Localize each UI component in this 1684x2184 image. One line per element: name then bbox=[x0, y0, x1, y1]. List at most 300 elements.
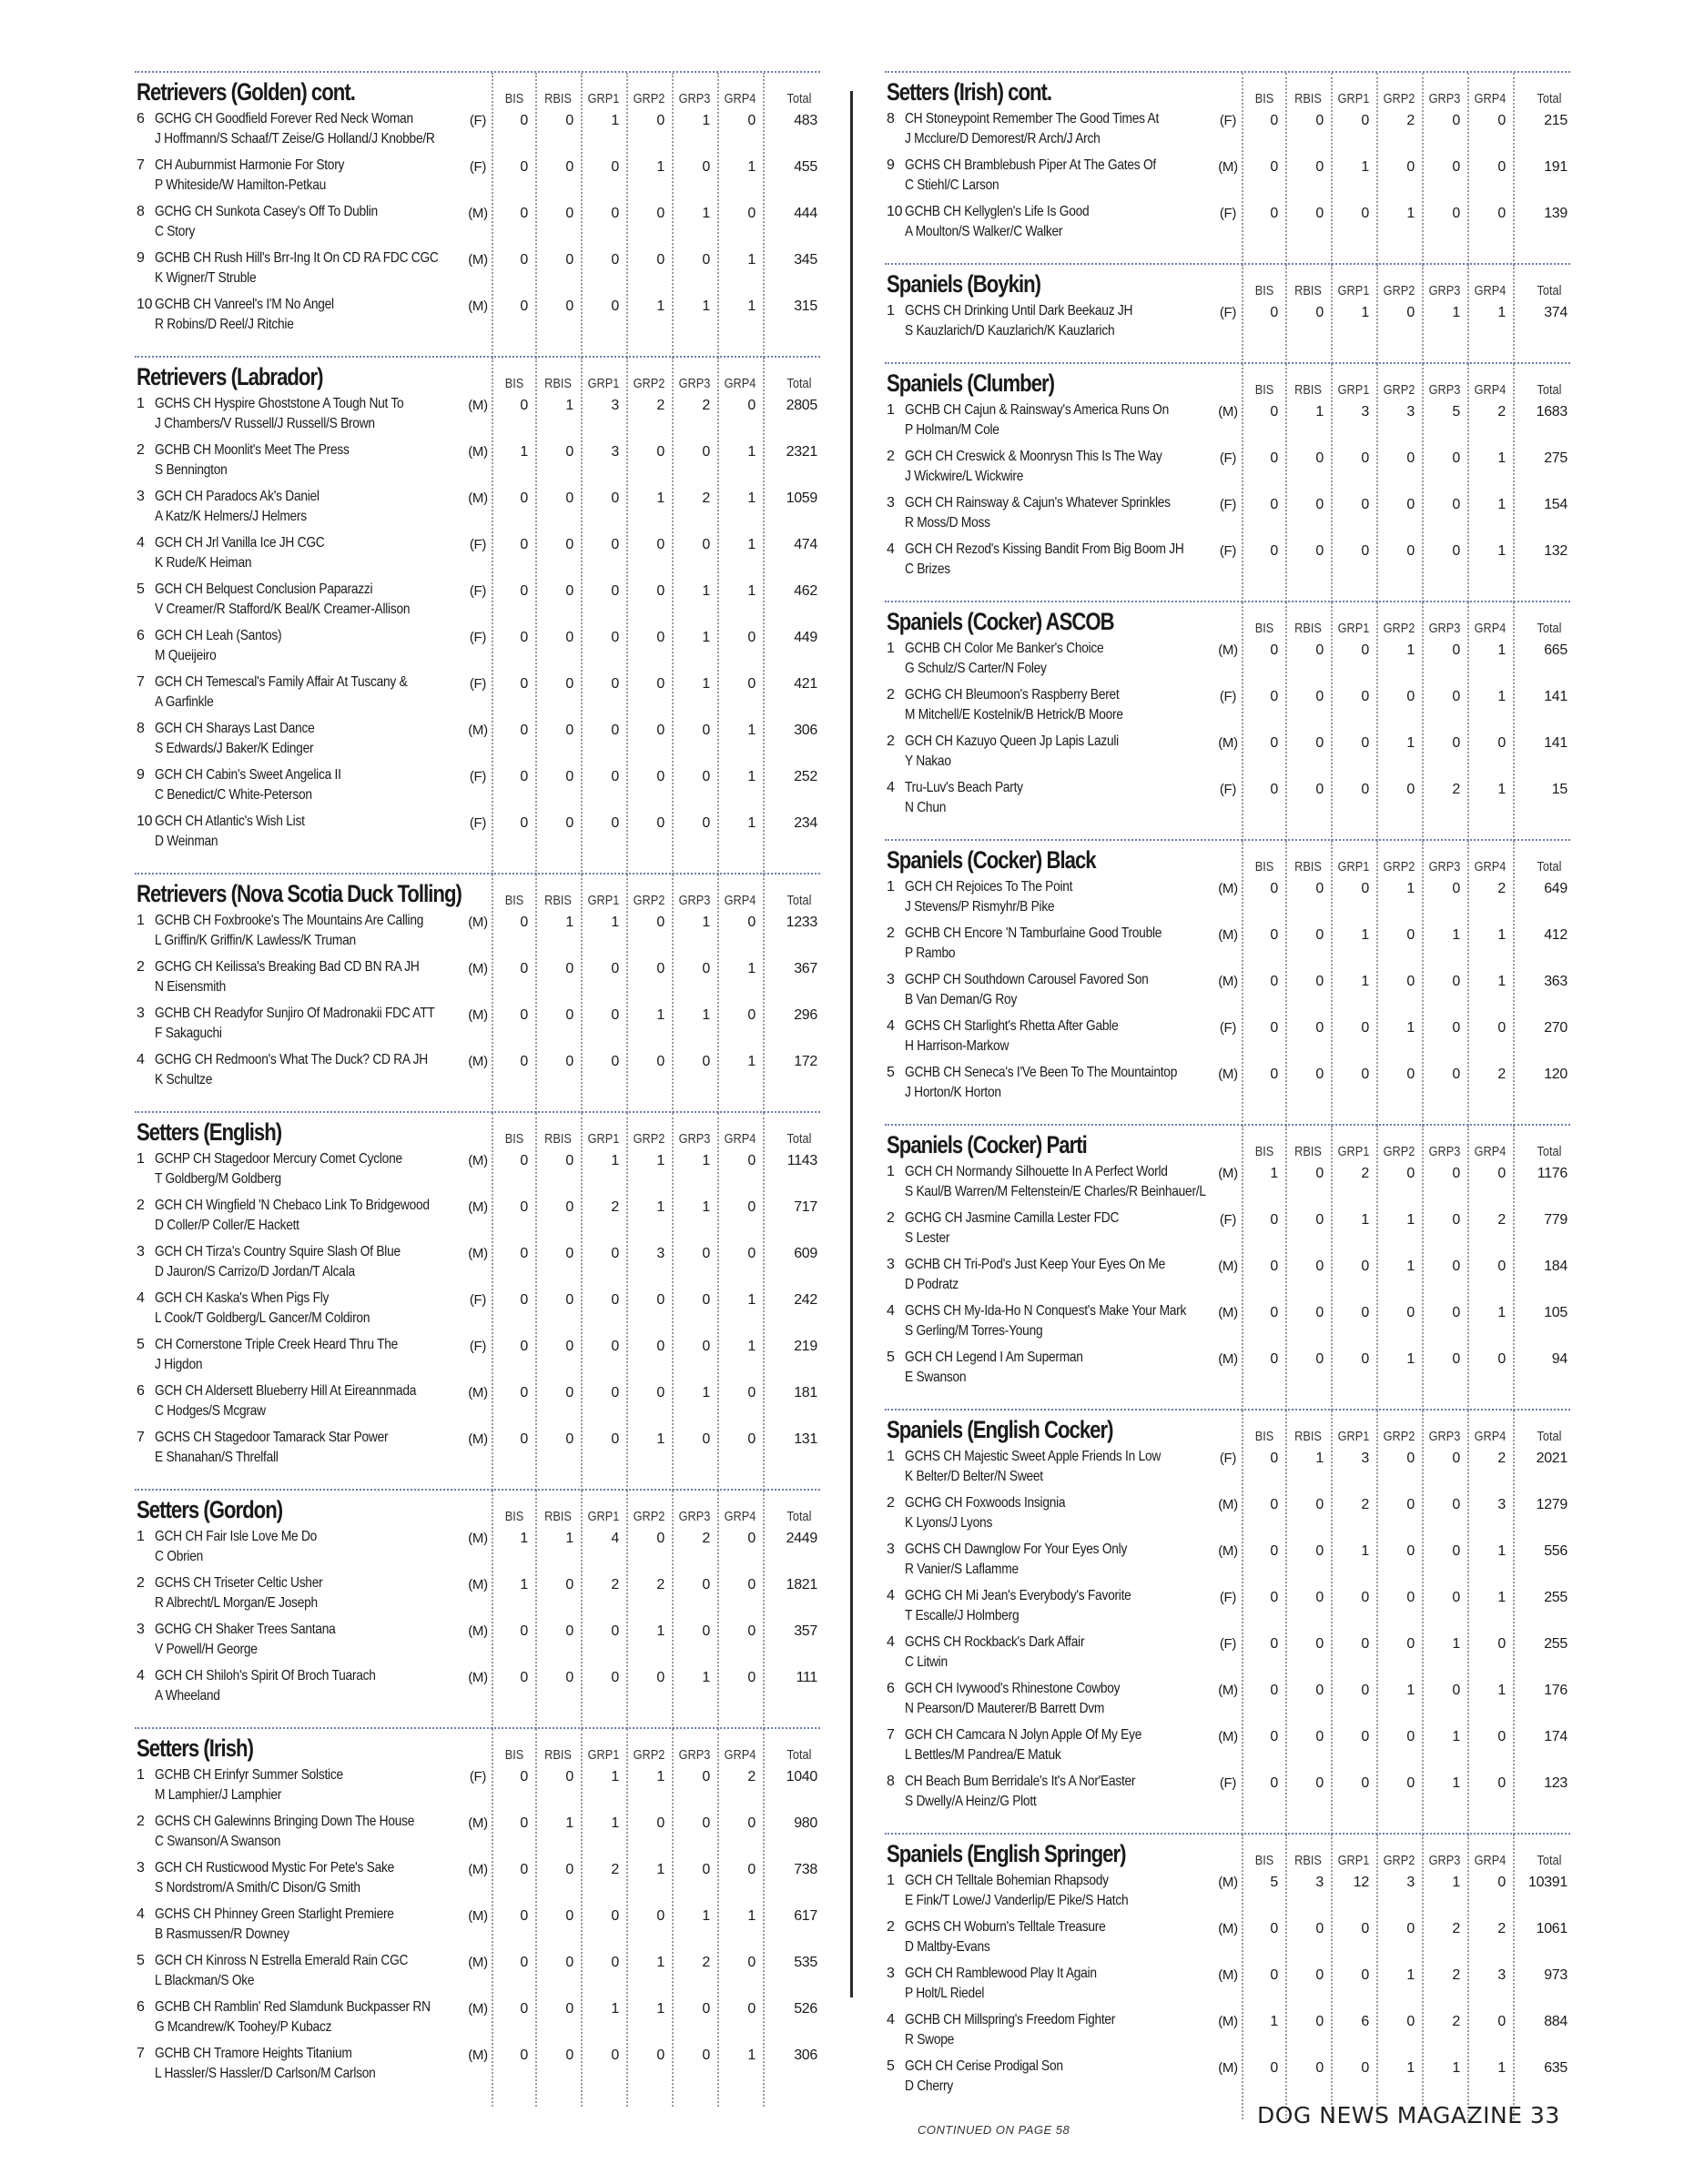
dotted-column-rule bbox=[581, 73, 583, 358]
stat-grp3: 1 bbox=[702, 298, 710, 314]
column-header-grp1: GRP1 bbox=[1337, 1853, 1370, 1868]
column-header-grp3: GRP3 bbox=[1428, 1429, 1461, 1444]
stat-grp4: 0 bbox=[747, 1153, 756, 1168]
stat-grp1: 1 bbox=[1361, 1212, 1369, 1228]
stat-total: 363 bbox=[1544, 974, 1567, 989]
stat-bis: 0 bbox=[520, 630, 528, 645]
handler-names: G Schulz/S Carter/N Foley bbox=[905, 661, 1047, 676]
stat-grp4: 0 bbox=[1497, 1020, 1506, 1036]
stat-grp3: 0 bbox=[702, 1054, 710, 1069]
handler-names: A Wheeland bbox=[155, 1688, 220, 1704]
dotted-column-rule bbox=[1422, 602, 1424, 841]
column-header-grp1: GRP1 bbox=[1337, 1429, 1370, 1444]
stat-grp4: 2 bbox=[1497, 1451, 1506, 1466]
stat-bis: 0 bbox=[520, 2001, 528, 2017]
rank-number: 3 bbox=[887, 1542, 895, 1557]
stat-grp4: 0 bbox=[1497, 735, 1506, 751]
handler-names: J Hoffmann/S Schaaf/T Zeise/G Holland/J Knobbe/R bbox=[155, 131, 435, 147]
stat-rbis: 0 bbox=[565, 723, 573, 738]
sex-label: (M) bbox=[1218, 404, 1238, 420]
dog-name: GCH CH Cerise Prodigal Son bbox=[905, 2058, 1063, 2074]
sex-label: (M) bbox=[468, 1246, 488, 1261]
stat-total: 181 bbox=[794, 1385, 817, 1400]
column-header-grp2: GRP2 bbox=[633, 91, 665, 106]
stat-grp1: 0 bbox=[611, 1623, 619, 1639]
column-header-grp1: GRP1 bbox=[587, 376, 620, 391]
stat-total: 275 bbox=[1544, 450, 1567, 466]
stat-grp1: 1 bbox=[611, 1769, 619, 1785]
column-header-grp2: GRP2 bbox=[1383, 91, 1415, 106]
dog-name: GCHB CH Moonlit's Meet The Press bbox=[155, 442, 350, 458]
stat-grp4: 1 bbox=[1497, 1590, 1506, 1605]
section-title: Spaniels (English Springer) bbox=[887, 1840, 1126, 1867]
dog-name: GCHS CH Triseter Celtic Usher bbox=[155, 1575, 323, 1591]
stat-bis: 0 bbox=[520, 298, 528, 314]
column-header-grp3: GRP3 bbox=[678, 91, 711, 106]
stat-total: 2805 bbox=[786, 398, 817, 413]
rank-number: 2 bbox=[887, 1919, 895, 1935]
rank-number: 7 bbox=[137, 2046, 145, 2061]
stat-grp1: 0 bbox=[611, 1431, 619, 1447]
stat-total: 1176 bbox=[1537, 1166, 1567, 1181]
dotted-column-rule bbox=[1513, 73, 1515, 265]
stat-grp2: 1 bbox=[656, 1623, 664, 1639]
stat-grp2: 1 bbox=[1406, 642, 1415, 658]
handler-names: J Mcclure/D Demorest/R Arch/J Arch bbox=[905, 131, 1101, 147]
dog-name: GCH CH Leah (Santos) bbox=[155, 628, 282, 643]
rank-number: 4 bbox=[887, 2012, 895, 2027]
stat-bis: 0 bbox=[520, 583, 528, 599]
handler-names: P Whiteside/W Hamilton-Petkau bbox=[155, 177, 327, 193]
dotted-column-rule bbox=[1376, 1410, 1378, 1835]
dotted-column-rule bbox=[672, 1491, 674, 1729]
stat-bis: 1 bbox=[520, 444, 528, 460]
stat-grp3: 0 bbox=[1452, 881, 1460, 896]
column-header-total: Total bbox=[1537, 621, 1562, 636]
rank-number: 2 bbox=[137, 1575, 145, 1591]
dog-name: GCHB CH Tramore Heights Titanium bbox=[155, 2046, 352, 2061]
rank-number: 6 bbox=[137, 628, 145, 643]
dotted-column-rule bbox=[717, 1113, 719, 1491]
stat-total: 738 bbox=[794, 1862, 817, 1877]
dog-name: GCHG CH Goodfield Forever Red Neck Woman bbox=[155, 111, 413, 126]
rank-number: 9 bbox=[137, 250, 145, 266]
stat-total: 154 bbox=[1544, 497, 1567, 512]
column-header-rbis: RBIS bbox=[1294, 1853, 1322, 1868]
stat-grp2: 3 bbox=[1406, 1875, 1415, 1890]
stat-rbis: 0 bbox=[565, 1862, 573, 1877]
stat-rbis: 1 bbox=[565, 398, 573, 413]
column-header-grp4: GRP4 bbox=[724, 91, 756, 106]
stat-grp3: 0 bbox=[1452, 206, 1460, 221]
rank-number: 2 bbox=[887, 733, 895, 749]
stat-bis: 0 bbox=[1270, 1305, 1278, 1320]
handler-names: C Swanson/A Swanson bbox=[155, 1834, 281, 1849]
sex-label: (M) bbox=[1218, 881, 1238, 896]
dotted-column-rule bbox=[1285, 1410, 1287, 1835]
dotted-column-rule bbox=[1285, 265, 1287, 364]
stat-rbis: 0 bbox=[1315, 1729, 1324, 1744]
stat-grp1: 0 bbox=[611, 252, 619, 268]
stat-grp2: 0 bbox=[656, 1385, 664, 1400]
handler-names: K Lyons/J Lyons bbox=[905, 1515, 993, 1531]
dotted-column-rule bbox=[535, 1113, 537, 1491]
stat-grp3: 1 bbox=[1452, 1775, 1460, 1791]
section-title: Spaniels (Cocker) Parti bbox=[887, 1131, 1087, 1158]
column-header-grp1: GRP1 bbox=[1337, 1144, 1370, 1159]
stat-grp2: 3 bbox=[656, 1246, 664, 1261]
dog-name: GCHS CH Majestic Sweet Apple Friends In Low bbox=[905, 1449, 1162, 1464]
stat-total: 345 bbox=[794, 252, 817, 268]
stat-rbis: 0 bbox=[1315, 735, 1324, 751]
stat-grp2: 0 bbox=[656, 1908, 664, 1924]
sex-label: (M) bbox=[468, 444, 488, 460]
rank-number: 6 bbox=[887, 1681, 895, 1696]
dotted-column-rule bbox=[1331, 265, 1333, 364]
stat-grp1: 0 bbox=[611, 1292, 619, 1308]
sex-label: (M) bbox=[468, 1815, 488, 1831]
dog-name: GCH CH Kinross N Estrella Emerald Rain CGC bbox=[155, 1953, 409, 1968]
stat-grp1: 0 bbox=[1361, 1967, 1369, 1983]
stat-grp3: 1 bbox=[702, 676, 710, 692]
stat-grp3: 0 bbox=[702, 1292, 710, 1308]
column-header-grp1: GRP1 bbox=[1337, 859, 1370, 875]
stat-rbis: 0 bbox=[565, 206, 573, 221]
dotted-column-rule bbox=[1513, 1835, 1515, 2119]
sex-label: (F) bbox=[469, 113, 487, 128]
sex-label: (F) bbox=[469, 159, 487, 175]
column-header-bis: BIS bbox=[504, 91, 524, 106]
stat-total: 367 bbox=[794, 961, 817, 976]
rank-number: 10 bbox=[887, 204, 903, 219]
column-header-bis: BIS bbox=[1254, 859, 1274, 875]
stat-total: 717 bbox=[794, 1199, 817, 1215]
column-divider bbox=[850, 91, 853, 1997]
stat-bis: 0 bbox=[1270, 1212, 1278, 1228]
column-header-grp3: GRP3 bbox=[678, 1509, 711, 1524]
dotted-column-rule bbox=[1242, 602, 1243, 841]
column-header-grp4: GRP4 bbox=[724, 893, 756, 908]
stat-rbis: 0 bbox=[1315, 974, 1324, 989]
stat-grp4: 1 bbox=[747, 490, 756, 506]
stat-bis: 0 bbox=[520, 537, 528, 552]
stat-grp1: 0 bbox=[611, 769, 619, 784]
stat-total: 184 bbox=[1544, 1259, 1567, 1274]
column-header-rbis: RBIS bbox=[544, 1747, 572, 1763]
stat-grp4: 0 bbox=[1497, 1775, 1506, 1791]
dotted-column-rule bbox=[1285, 602, 1287, 841]
stat-bis: 0 bbox=[1270, 1967, 1278, 1983]
handler-names: A Garfinkle bbox=[155, 694, 214, 710]
sex-label: (M) bbox=[468, 961, 488, 976]
handler-names: C Story bbox=[155, 224, 196, 239]
stat-grp3: 1 bbox=[702, 630, 710, 645]
dog-name: GCH CH Ivywood's Rhinestone Cowboy bbox=[905, 1681, 1121, 1696]
stat-grp4: 1 bbox=[1497, 642, 1506, 658]
handler-names: S Kaul/B Warren/M Feltenstein/E Charles/R Beinhauer/L bbox=[905, 1184, 1206, 1199]
stat-grp2: 1 bbox=[1406, 1967, 1415, 1983]
stat-rbis: 0 bbox=[1315, 113, 1324, 128]
stat-grp1: 0 bbox=[1361, 689, 1369, 704]
dog-name: GCHB CH Color Me Banker's Choice bbox=[905, 641, 1104, 656]
stat-grp1: 1 bbox=[611, 1153, 619, 1168]
dotted-column-rule bbox=[581, 1491, 583, 1729]
stat-grp4: 2 bbox=[1497, 1212, 1506, 1228]
sex-label: (M) bbox=[468, 1007, 488, 1023]
rank-number: 2 bbox=[887, 925, 895, 941]
stat-grp4: 0 bbox=[747, 113, 756, 128]
stat-grp1: 0 bbox=[611, 537, 619, 552]
stat-rbis: 1 bbox=[1315, 1451, 1324, 1466]
handler-names: S Kauzlarich/D Kauzlarich/K Kauzlarich bbox=[905, 323, 1115, 339]
stat-total: 449 bbox=[794, 630, 817, 645]
handler-names: E Shanahan/S Threlfall bbox=[155, 1450, 279, 1465]
dotted-column-rule bbox=[1285, 1835, 1287, 2119]
stat-total: 176 bbox=[1544, 1683, 1567, 1698]
stat-bis: 0 bbox=[1270, 881, 1278, 896]
stat-total: 15 bbox=[1551, 782, 1567, 797]
section-setters-gordon bbox=[135, 1489, 820, 1720]
sex-label: (M) bbox=[468, 1623, 488, 1639]
stat-total: 665 bbox=[1544, 642, 1567, 658]
dog-name: GCHS CH Galewinns Bringing Down The House bbox=[155, 1814, 415, 1829]
dog-name: GCHG CH Redmoon's What The Duck? CD RA JH bbox=[155, 1052, 428, 1067]
column-header-total: Total bbox=[1537, 859, 1562, 875]
stat-grp3: 1 bbox=[1452, 305, 1460, 320]
rank-number: 3 bbox=[887, 972, 895, 987]
dog-name: GCH CH Creswick & Moonrysn This Is The Way bbox=[905, 449, 1162, 464]
handler-names: R Swope bbox=[905, 2032, 955, 2048]
stat-grp4: 2 bbox=[747, 1769, 756, 1785]
rank-number: 2 bbox=[137, 1198, 145, 1213]
stat-bis: 0 bbox=[520, 676, 528, 692]
stat-grp3: 1 bbox=[702, 915, 710, 930]
stat-total: 1061 bbox=[1536, 1921, 1567, 1936]
stat-grp1: 2 bbox=[1361, 1497, 1369, 1512]
stat-bis: 0 bbox=[1270, 1020, 1278, 1036]
sex-label: (M) bbox=[1218, 1875, 1238, 1890]
column-header-grp3: GRP3 bbox=[1428, 91, 1461, 106]
column-header-total: Total bbox=[1537, 1429, 1562, 1444]
stat-total: 357 bbox=[794, 1623, 817, 1639]
rank-number: 7 bbox=[137, 1430, 145, 1445]
handler-names: M Queijeiro bbox=[155, 648, 217, 663]
rank-number: 4 bbox=[887, 541, 895, 557]
stat-grp3: 1 bbox=[702, 113, 710, 128]
stat-total: 255 bbox=[1544, 1590, 1567, 1605]
handler-names: F Sakaguchi bbox=[155, 1026, 222, 1041]
stat-grp3: 0 bbox=[1452, 543, 1460, 559]
dotted-column-rule bbox=[1242, 265, 1243, 364]
dotted-column-rule bbox=[717, 358, 719, 875]
stat-grp3: 0 bbox=[1452, 735, 1460, 751]
stat-grp2: 0 bbox=[1406, 450, 1415, 466]
stat-grp3: 0 bbox=[1452, 1259, 1460, 1274]
stat-total: 2021 bbox=[1536, 1451, 1567, 1466]
stat-bis: 0 bbox=[1270, 1775, 1278, 1791]
dog-name: GCHS CH Drinking Until Dark Beekauz JH bbox=[905, 303, 1133, 318]
stat-total: 1040 bbox=[786, 1769, 817, 1785]
rank-number: 8 bbox=[137, 204, 145, 219]
stat-grp4: 1 bbox=[1497, 450, 1506, 466]
dotted-column-rule bbox=[1331, 602, 1333, 841]
stat-grp1: 0 bbox=[611, 490, 619, 506]
stat-grp4: 0 bbox=[1497, 159, 1506, 175]
dog-name: GCHB CH Cajun & Rainsway's America Runs On bbox=[905, 402, 1170, 418]
stat-grp2: 0 bbox=[1406, 1636, 1415, 1652]
stat-grp4: 2 bbox=[1497, 404, 1506, 420]
stat-grp2: 0 bbox=[656, 1339, 664, 1354]
handler-names: J Chambers/V Russell/J Russell/S Brown bbox=[155, 416, 375, 431]
dog-name: GCH CH Rainsway & Cajun's Whatever Sprinkles bbox=[905, 495, 1171, 511]
stat-grp1: 0 bbox=[1361, 1351, 1369, 1367]
stat-grp2: 1 bbox=[656, 1199, 664, 1215]
dotted-column-rule bbox=[1242, 841, 1243, 1126]
sex-label: (M) bbox=[1218, 1166, 1238, 1181]
stat-grp3: 0 bbox=[702, 252, 710, 268]
stat-grp1: 0 bbox=[1361, 1020, 1369, 1036]
dotted-column-rule bbox=[492, 1729, 493, 2107]
stat-rbis: 0 bbox=[565, 1908, 573, 1924]
stat-grp1: 0 bbox=[611, 583, 619, 599]
sex-label: (M) bbox=[468, 1955, 488, 1970]
stat-grp2: 0 bbox=[1406, 1590, 1415, 1605]
section-title: Setters (Gordon) bbox=[137, 1496, 283, 1523]
stat-rbis: 0 bbox=[565, 1054, 573, 1069]
rank-number: 3 bbox=[887, 1257, 895, 1272]
stat-bis: 1 bbox=[520, 1577, 528, 1592]
stat-grp2: 0 bbox=[656, 676, 664, 692]
dog-name: GCH CH Cabin's Sweet Angelica II bbox=[155, 767, 341, 783]
stat-grp4: 1 bbox=[1497, 1683, 1506, 1698]
stat-grp4: 1 bbox=[747, 444, 756, 460]
stat-grp3: 0 bbox=[1452, 113, 1460, 128]
handler-names: P Holman/M Cole bbox=[905, 422, 999, 438]
stat-bis: 0 bbox=[520, 1199, 528, 1215]
stat-grp1: 12 bbox=[1353, 1875, 1369, 1890]
stat-total: 455 bbox=[794, 159, 817, 175]
dog-name: GCHB CH Erinfyr Summer Solstice bbox=[155, 1767, 343, 1783]
stat-grp3: 1 bbox=[702, 1199, 710, 1215]
column-header-grp2: GRP2 bbox=[1383, 283, 1415, 298]
column-header-grp1: GRP1 bbox=[587, 893, 620, 908]
rank-number: 4 bbox=[887, 1018, 895, 1034]
stat-rbis: 0 bbox=[1315, 1921, 1324, 1936]
rank-number: 8 bbox=[137, 721, 145, 736]
sex-label: (F) bbox=[469, 1292, 487, 1308]
stat-grp1: 4 bbox=[611, 1531, 619, 1546]
section-title: Spaniels (Clumber) bbox=[887, 369, 1055, 397]
stat-grp1: 0 bbox=[1361, 1921, 1369, 1936]
handler-names: S Lester bbox=[905, 1230, 950, 1246]
stat-bis: 0 bbox=[1270, 404, 1278, 420]
section-title: Spaniels (English Cocker) bbox=[887, 1416, 1113, 1443]
section-spaniels-boykin bbox=[885, 263, 1570, 355]
sex-label: (M) bbox=[1218, 735, 1238, 751]
column-header-rbis: RBIS bbox=[544, 1131, 572, 1147]
section-spaniels-clumber bbox=[885, 362, 1570, 593]
stat-grp1: 0 bbox=[1361, 1729, 1369, 1744]
stat-grp2: 0 bbox=[1406, 1067, 1415, 1082]
stat-grp1: 0 bbox=[1361, 1259, 1369, 1274]
rank-number: 3 bbox=[887, 495, 895, 511]
sex-label: (M) bbox=[468, 1199, 488, 1215]
column-header-bis: BIS bbox=[504, 1131, 524, 1147]
stat-bis: 0 bbox=[1270, 497, 1278, 512]
stat-grp2: 0 bbox=[656, 723, 664, 738]
stat-grp3: 0 bbox=[1452, 1067, 1460, 1082]
dotted-column-rule bbox=[1513, 602, 1515, 841]
stat-bis: 0 bbox=[520, 1007, 528, 1023]
dotted-column-rule bbox=[535, 1729, 537, 2107]
handler-names: E Swanson bbox=[905, 1370, 967, 1385]
stat-grp1: 0 bbox=[611, 1908, 619, 1924]
stat-rbis: 0 bbox=[565, 583, 573, 599]
stat-total: 779 bbox=[1544, 1212, 1567, 1228]
dog-name: GCHS CH Rockback's Dark Affair bbox=[905, 1634, 1085, 1650]
stat-grp2: 0 bbox=[1406, 1497, 1415, 1512]
handler-names: D Jauron/S Carrizo/D Jordan/T Alcala bbox=[155, 1264, 355, 1279]
stat-bis: 0 bbox=[520, 723, 528, 738]
column-header-grp2: GRP2 bbox=[1383, 1144, 1415, 1159]
sex-label: (F) bbox=[1219, 497, 1237, 512]
handler-names: M Lamphier/J Lamphier bbox=[155, 1787, 282, 1803]
dotted-column-rule bbox=[763, 73, 765, 358]
stat-rbis: 0 bbox=[565, 2001, 573, 2017]
stat-rbis: 0 bbox=[1315, 497, 1324, 512]
sex-label: (F) bbox=[1219, 1775, 1237, 1791]
dog-name: GCHS CH Dawnglow For Your Eyes Only bbox=[905, 1542, 1128, 1557]
dotted-column-rule bbox=[1513, 364, 1515, 602]
dotted-column-rule bbox=[626, 1491, 628, 1729]
dotted-column-rule bbox=[581, 875, 583, 1113]
dotted-column-rule bbox=[1467, 1410, 1469, 1835]
dotted-column-rule bbox=[535, 875, 537, 1113]
sex-label: (F) bbox=[1219, 782, 1237, 797]
stat-grp3: 0 bbox=[1452, 1497, 1460, 1512]
stat-grp2: 0 bbox=[656, 769, 664, 784]
stat-bis: 0 bbox=[520, 1153, 528, 1168]
stat-rbis: 3 bbox=[1315, 1875, 1324, 1890]
stat-grp4: 0 bbox=[747, 676, 756, 692]
handler-names: L Bettles/M Pandrea/E Matuk bbox=[905, 1747, 1061, 1763]
dotted-column-rule bbox=[1331, 1126, 1333, 1410]
column-header-grp3: GRP3 bbox=[678, 1131, 711, 1147]
stat-total: 270 bbox=[1544, 1020, 1567, 1036]
sex-label: (M) bbox=[1218, 1259, 1238, 1274]
dotted-column-rule bbox=[672, 73, 674, 358]
stat-grp2: 1 bbox=[656, 1955, 664, 1970]
dotted-column-rule bbox=[1376, 841, 1378, 1126]
dog-name: GCH CH Tirza's Country Squire Slash Of Blue bbox=[155, 1244, 401, 1259]
stat-grp2: 0 bbox=[1406, 782, 1415, 797]
dotted-column-rule bbox=[1242, 1835, 1243, 2119]
stat-grp2: 0 bbox=[1406, 1921, 1415, 1936]
rank-number: 2 bbox=[137, 959, 145, 975]
stat-grp3: 0 bbox=[702, 1577, 710, 1592]
dotted-column-rule bbox=[492, 1491, 493, 1729]
stat-total: 635 bbox=[1544, 2060, 1567, 2076]
sex-label: (M) bbox=[468, 1577, 488, 1592]
stat-total: 94 bbox=[1551, 1351, 1567, 1367]
stat-grp1: 0 bbox=[1361, 735, 1369, 751]
stat-grp4: 0 bbox=[747, 1623, 756, 1639]
stat-grp2: 0 bbox=[656, 1292, 664, 1308]
stat-rbis: 0 bbox=[1315, 1775, 1324, 1791]
column-header-total: Total bbox=[1537, 382, 1562, 398]
stat-grp1: 1 bbox=[1361, 927, 1369, 943]
dotted-column-rule bbox=[1467, 364, 1469, 602]
